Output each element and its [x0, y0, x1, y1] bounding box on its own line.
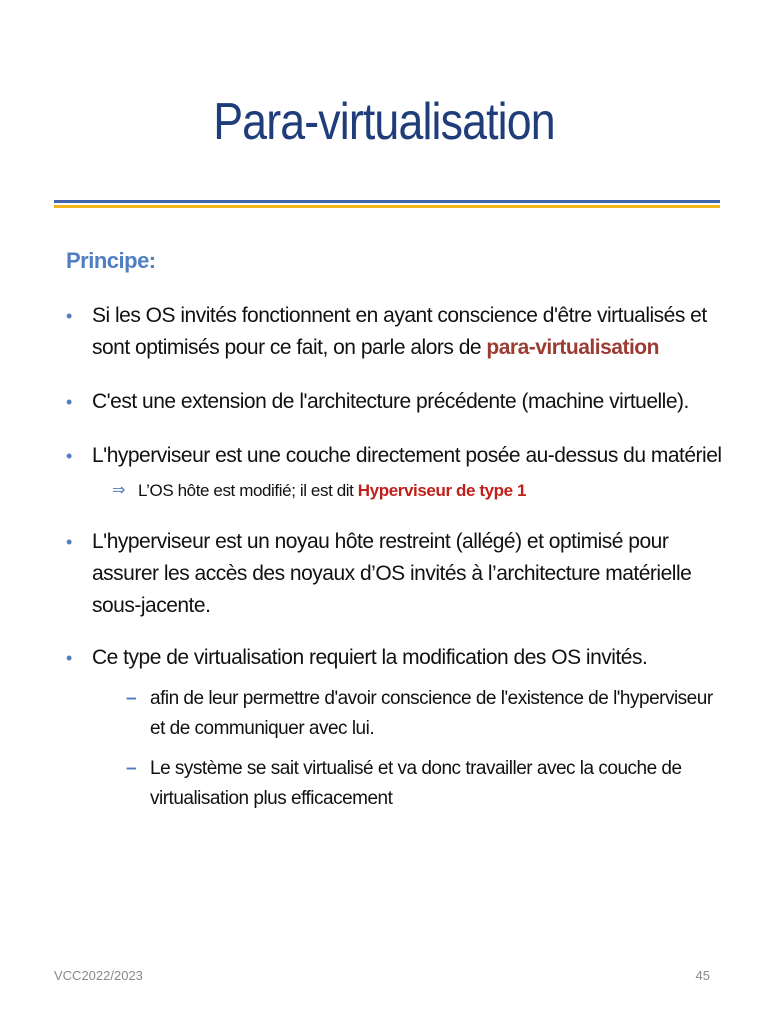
bullet-dot-icon: •	[66, 446, 72, 466]
dash-sub-point-text: Le système se sait virtualisé et va donc travailler avec la couche de virtualisation plus efficacement	[150, 758, 682, 809]
bullet-item	[66, 300, 726, 364]
bullet-item	[66, 386, 726, 418]
bullet-text: L'hyperviseur est un noyau hôte restreint (allégé) et optimisé pour assurer les accès des noyaux d’OS invités à l’architecture matérielle sous-jacente.	[92, 530, 692, 617]
title-divider-blue	[54, 200, 720, 203]
bullet-item	[66, 440, 726, 504]
page-number: 45	[695, 968, 710, 983]
sub-point-text: L’OS hôte est modifié; il est dit	[138, 481, 358, 500]
bullet-dot-icon: •	[66, 392, 72, 412]
footer-course-label: VCC2022/2023	[54, 968, 143, 983]
bullet-dot-icon: •	[66, 306, 72, 326]
dash-bullet-icon: –	[126, 758, 137, 779]
bullet-text: C'est une extension de l'architecture précédente (machine virtuelle).	[92, 390, 689, 413]
bullet-list	[66, 300, 726, 814]
bullet-dot-icon: •	[66, 532, 72, 552]
title-divider-gold	[54, 205, 720, 208]
highlight-term: Hyperviseur de type 1	[357, 481, 527, 500]
bullet-dot-icon: •	[66, 648, 72, 668]
dash-sub-point-text: afin de leur permettre d'avoir conscience de l'existence de l'hyperviseur et de communiquer avec lui.	[150, 688, 713, 739]
bullet-text: Si les OS invités fonctionnent en ayant conscience d'être virtualisés et sont optimisés pour ce fait, on parle alors de	[92, 304, 707, 359]
bullet-item	[66, 642, 726, 814]
bullet-item	[66, 526, 726, 622]
section-heading: Principe:	[66, 248, 156, 273]
implies-arrow-icon: ⇒	[112, 482, 126, 499]
highlight-term: para-virtualisation	[486, 336, 659, 359]
dash-sub-point	[92, 754, 726, 814]
bullet-text: Ce type de virtualisation requiert la modification des OS invités.	[92, 646, 648, 669]
bullet-text: L'hyperviseur est une couche directement posée au-dessus du matériel	[92, 444, 722, 467]
dash-bullet-icon: –	[126, 688, 137, 709]
slide-title: Para-virtualisation	[213, 93, 555, 151]
sub-point	[92, 478, 726, 504]
slide-content	[66, 248, 726, 836]
dash-sub-point	[92, 684, 726, 744]
